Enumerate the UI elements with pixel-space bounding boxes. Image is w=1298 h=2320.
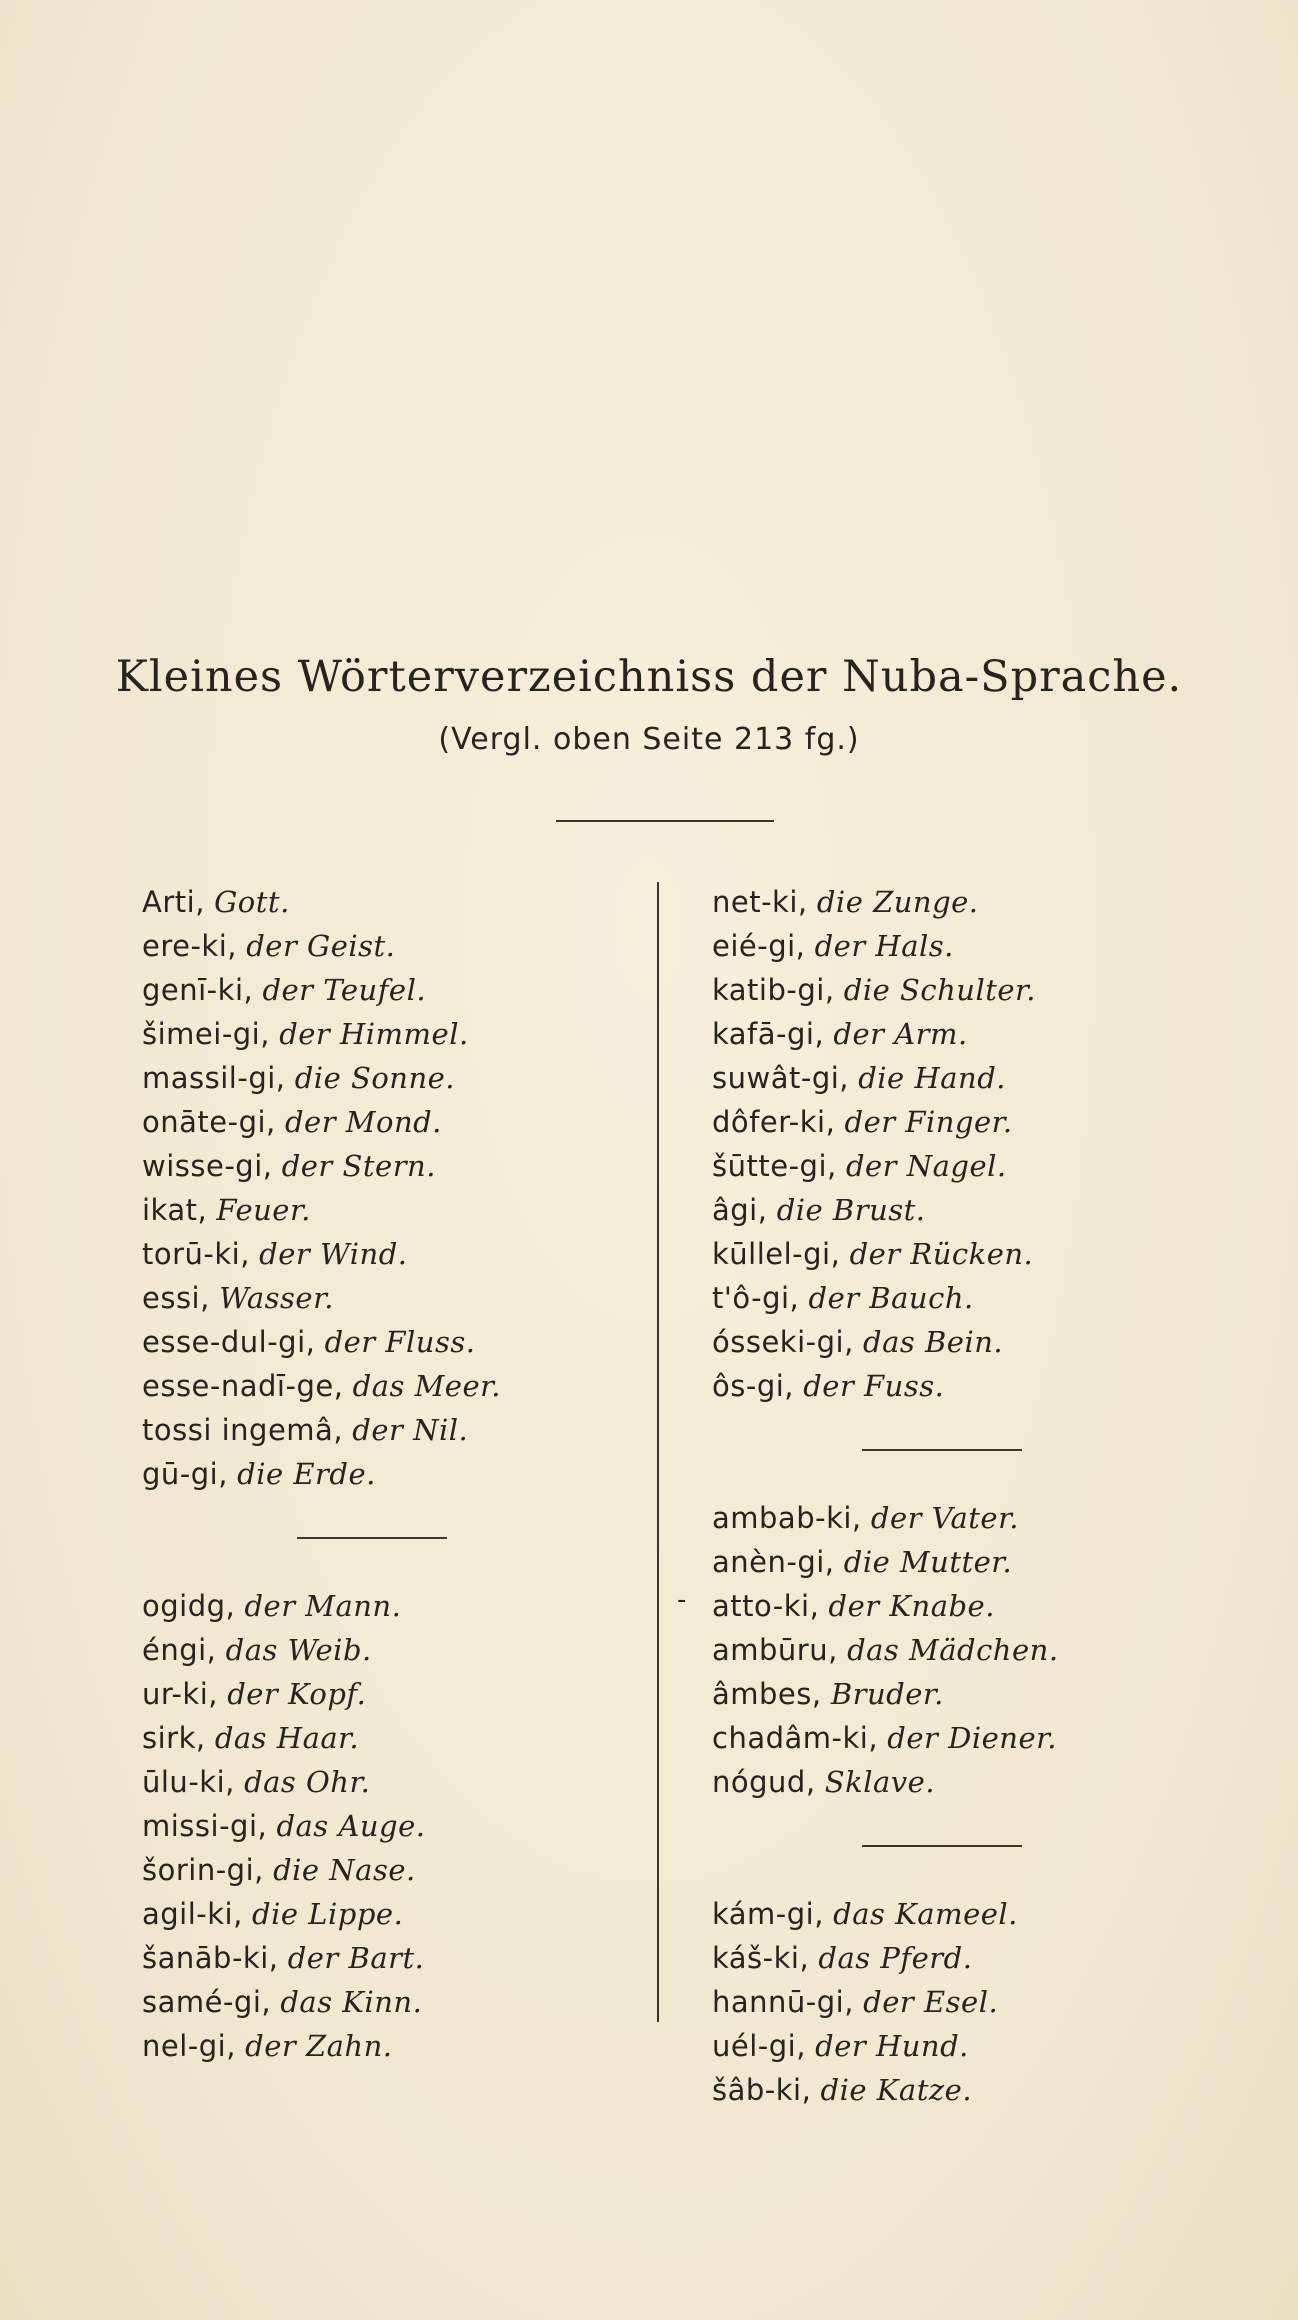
nuba-word: samé-gi, — [142, 1985, 272, 2019]
word-entry — [142, 880, 501, 924]
german-gloss: der Finger. — [844, 1105, 1013, 1139]
nuba-word: onāte-gi, — [142, 1105, 276, 1139]
word-entry — [712, 1716, 1059, 1760]
word-entry — [142, 1012, 501, 1056]
german-gloss: der Wind. — [259, 1237, 408, 1271]
german-gloss: die Lippe. — [252, 1897, 404, 1931]
nuba-word: gū-gi, — [142, 1457, 228, 1491]
word-entry — [712, 1232, 1059, 1276]
word-entry — [712, 1364, 1059, 1408]
german-gloss: der Nagel. — [845, 1149, 1007, 1183]
german-gloss: der Arm. — [833, 1017, 968, 1051]
german-gloss: der Mond. — [284, 1105, 442, 1139]
margin-dash: - — [677, 1585, 687, 1615]
nuba-word: missi-gi, — [142, 1809, 268, 1843]
word-entry — [142, 1892, 501, 1936]
word-entry — [142, 1100, 501, 1144]
nuba-word: genī-ki, — [142, 973, 254, 1007]
word-entry — [142, 1804, 501, 1848]
nuba-word: anèn-gi, — [712, 1545, 835, 1579]
nuba-word: ūlu-ki, — [142, 1765, 235, 1799]
german-gloss: der Kopf. — [227, 1677, 367, 1711]
word-entry — [712, 1672, 1059, 1716]
nuba-word: káš-ki, — [712, 1941, 810, 1975]
section-separator — [712, 1804, 1059, 1892]
nuba-word: šâb-ki, — [712, 2073, 812, 2107]
german-gloss: der Teufel. — [262, 973, 427, 1007]
german-gloss: das Auge. — [276, 1809, 426, 1843]
word-entry — [712, 1100, 1059, 1144]
page-title: Kleines Wörterverzeichniss der Nuba-Sprache. — [115, 652, 1183, 702]
word-entry — [712, 1276, 1059, 1320]
nuba-word: atto-ki, — [712, 1589, 820, 1623]
german-gloss: das Kameel. — [833, 1897, 1018, 1931]
word-entry — [142, 1672, 501, 1716]
nuba-word: suwât-gi, — [712, 1061, 849, 1095]
nuba-word: hannū-gi, — [712, 1985, 854, 2019]
word-entry — [142, 1760, 501, 1804]
german-gloss: die Katze. — [820, 2073, 973, 2107]
nuba-word: tossi ingemâ, — [142, 1413, 344, 1447]
german-gloss: die Schulter. — [843, 973, 1036, 1007]
word-entry — [712, 968, 1059, 1012]
word-entry — [712, 1892, 1059, 1936]
word-entry — [142, 1628, 501, 1672]
nuba-word: eié-gi, — [712, 929, 806, 963]
nuba-word: essi, — [142, 1281, 210, 1315]
word-entry — [142, 1276, 501, 1320]
german-gloss: der Himmel. — [279, 1017, 469, 1051]
nuba-word: šanāb-ki, — [142, 1941, 279, 1975]
german-gloss: das Pferd. — [818, 1941, 973, 1975]
nuba-word: nel-gi, — [142, 2029, 236, 2063]
german-gloss: das Meer. — [352, 1369, 502, 1403]
word-entry — [142, 968, 501, 1012]
german-gloss: die Nase. — [273, 1853, 416, 1887]
nuba-word: âgi, — [712, 1193, 768, 1227]
german-gloss: das Bein. — [863, 1325, 1004, 1359]
nuba-word: ambab-ki, — [712, 1501, 862, 1535]
german-gloss: die Brust. — [776, 1193, 926, 1227]
german-gloss: der Diener. — [887, 1721, 1058, 1755]
nuba-word: ur-ki, — [142, 1677, 218, 1711]
word-entry — [712, 1584, 1059, 1628]
german-gloss: die Erde. — [237, 1457, 376, 1491]
german-gloss: die Hand. — [858, 1061, 1006, 1095]
nuba-word: uél-gi, — [712, 2029, 806, 2063]
nuba-word: agil-ki, — [142, 1897, 243, 1931]
word-entry — [712, 1936, 1059, 1980]
german-gloss: die Mutter. — [843, 1545, 1013, 1579]
german-gloss: der Vater. — [870, 1501, 1019, 1535]
german-gloss: Bruder. — [830, 1677, 944, 1711]
nuba-word: ogidg, — [142, 1589, 236, 1623]
word-entry — [142, 1188, 501, 1232]
word-entry — [142, 1452, 501, 1496]
word-entry — [142, 1408, 501, 1452]
nuba-word: kám-gi, — [712, 1897, 824, 1931]
nuba-word: torū-ki, — [142, 1237, 250, 1271]
nuba-word: âmbes, — [712, 1677, 822, 1711]
word-entry — [712, 2024, 1059, 2068]
german-gloss: der Hund. — [815, 2029, 969, 2063]
nuba-word: chadâm-ki, — [712, 1721, 879, 1755]
word-entry — [712, 1628, 1059, 1672]
german-gloss: das Mädchen. — [847, 1633, 1059, 1667]
german-gloss: die Zunge. — [816, 885, 979, 919]
word-entry — [142, 1936, 501, 1980]
word-entry — [712, 1320, 1059, 1364]
nuba-word: ambūru, — [712, 1633, 838, 1667]
word-entry — [142, 2024, 501, 2068]
nuba-word: t'ô-gi, — [712, 1281, 800, 1315]
word-entry — [142, 1848, 501, 1892]
german-gloss: der Stern. — [281, 1149, 436, 1183]
left-word-column — [142, 880, 501, 2068]
word-entry — [142, 1320, 501, 1364]
german-gloss: der Fluss. — [324, 1325, 476, 1359]
nuba-word: kūllel-gi, — [712, 1237, 841, 1271]
nuba-word: ere-ki, — [142, 929, 238, 963]
german-gloss: das Ohr. — [244, 1765, 371, 1799]
column-divider — [657, 882, 659, 2022]
word-entry — [712, 2068, 1059, 2112]
german-gloss: das Weib. — [225, 1633, 372, 1667]
nuba-word: dôfer-ki, — [712, 1105, 836, 1139]
nuba-word: éngi, — [142, 1633, 217, 1667]
word-entry — [712, 1056, 1059, 1100]
nuba-word: esse-nadī-ge, — [142, 1369, 344, 1403]
german-gloss: Wasser. — [219, 1281, 334, 1315]
word-entry — [712, 1496, 1059, 1540]
german-gloss: Feuer. — [216, 1193, 311, 1227]
section-separator — [142, 1496, 501, 1584]
german-gloss: der Rücken. — [849, 1237, 1034, 1271]
word-entry — [142, 1584, 501, 1628]
german-gloss: der Esel. — [863, 1985, 999, 2019]
german-gloss: der Knabe. — [828, 1589, 995, 1623]
right-word-column — [712, 880, 1059, 2112]
word-entry — [712, 1980, 1059, 2024]
word-entry — [712, 1760, 1059, 1804]
word-entry — [712, 924, 1059, 968]
word-entry — [712, 880, 1059, 924]
page-subtitle: (Vergl. oben Seite 213 fg.) — [438, 722, 860, 757]
german-gloss: der Hals. — [814, 929, 954, 963]
nuba-word: katib-gi, — [712, 973, 835, 1007]
word-entry — [712, 1188, 1059, 1232]
german-gloss: der Bauch. — [808, 1281, 974, 1315]
nuba-word: šimei-gi, — [142, 1017, 270, 1051]
word-entry — [142, 1232, 501, 1276]
german-gloss: der Mann. — [244, 1589, 402, 1623]
word-entry — [142, 1716, 501, 1760]
german-gloss: der Geist. — [246, 929, 396, 963]
german-gloss: der Fuss. — [803, 1369, 945, 1403]
nuba-word: šūtte-gi, — [712, 1149, 837, 1183]
nuba-word: wisse-gi, — [142, 1149, 273, 1183]
german-gloss: Gott. — [214, 885, 290, 919]
word-entry — [712, 1144, 1059, 1188]
nuba-word: esse-dul-gi, — [142, 1325, 316, 1359]
word-entry — [142, 1364, 501, 1408]
nuba-word: Arti, — [142, 885, 205, 919]
nuba-word: sirk, — [142, 1721, 206, 1755]
nuba-word: ikat, — [142, 1193, 208, 1227]
word-entry — [142, 1980, 501, 2024]
nuba-word: šorin-gi, — [142, 1853, 264, 1887]
german-gloss: das Kinn. — [280, 1985, 423, 2019]
section-separator — [712, 1408, 1059, 1496]
nuba-word: net-ki, — [712, 885, 808, 919]
nuba-word: kafā-gi, — [712, 1017, 825, 1051]
german-gloss: Sklave. — [824, 1765, 936, 1799]
title-rule — [556, 820, 774, 822]
word-entry — [142, 1056, 501, 1100]
german-gloss: die Sonne. — [294, 1061, 456, 1095]
nuba-word: ósseki-gi, — [712, 1325, 854, 1359]
word-entry — [142, 924, 501, 968]
word-entry — [712, 1012, 1059, 1056]
german-gloss: der Bart. — [287, 1941, 425, 1975]
nuba-word: nógud, — [712, 1765, 816, 1799]
german-gloss: das Haar. — [214, 1721, 360, 1755]
german-gloss: der Zahn. — [245, 2029, 393, 2063]
nuba-word: massil-gi, — [142, 1061, 286, 1095]
word-entry — [712, 1540, 1059, 1584]
word-entry — [142, 1144, 501, 1188]
nuba-word: ôs-gi, — [712, 1369, 794, 1403]
german-gloss: der Nil. — [352, 1413, 469, 1447]
